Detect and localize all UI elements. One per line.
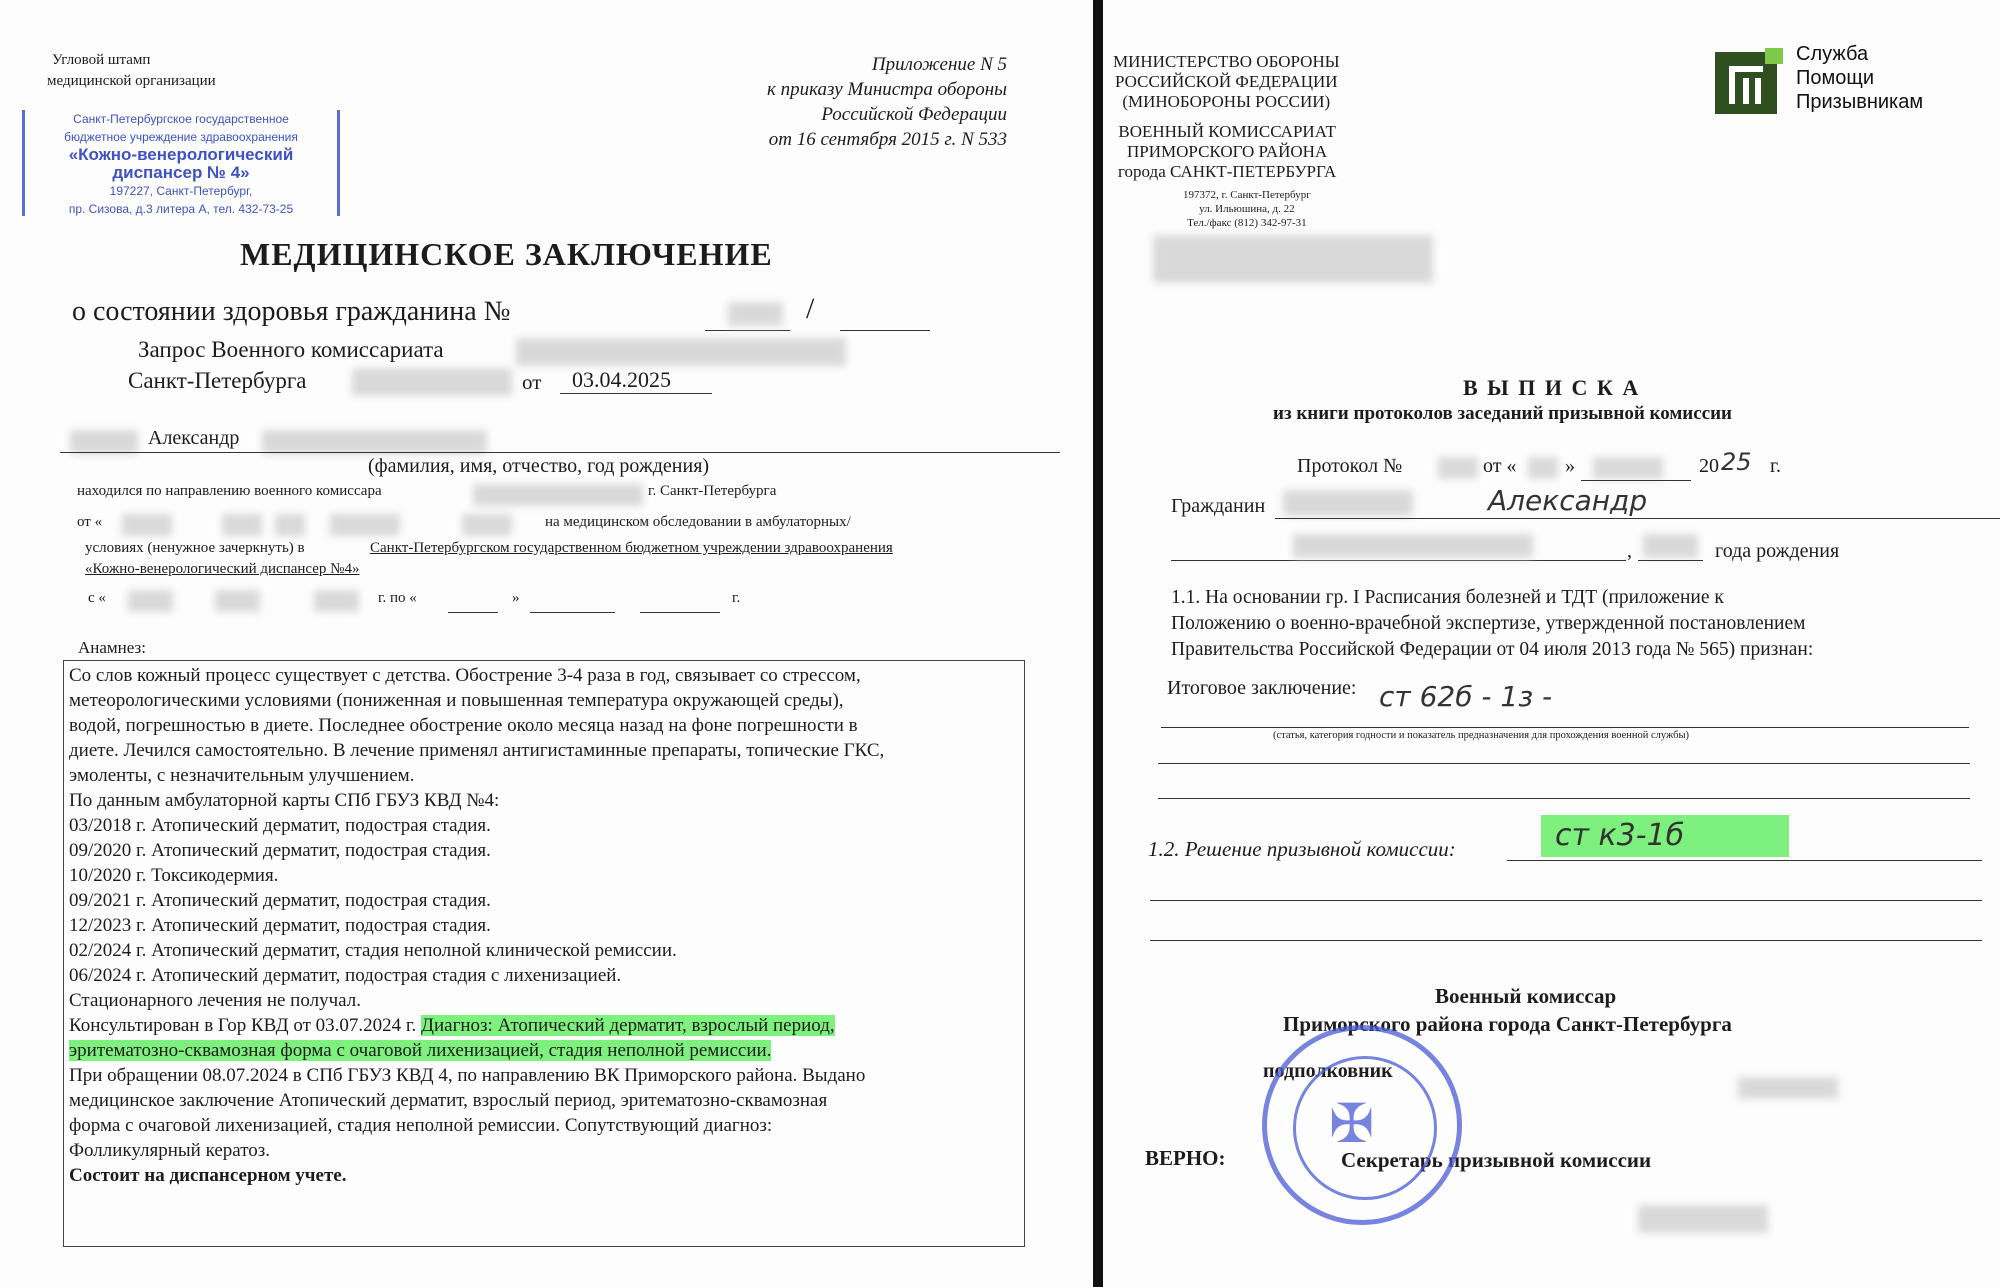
protocol-year-suffix: г. (1770, 455, 1781, 477)
logo-text-line: Призывникам (1796, 91, 1924, 113)
anamnesis-line: 02/2024 г. Атопический дерматит, стадия неполной клинической ремиссии. (69, 940, 677, 961)
redacted-date (122, 514, 172, 536)
commissariat-line: ВОЕННЫЙ КОМИССАРИАТ (1118, 122, 1336, 141)
period-to-month (530, 612, 615, 613)
secretary-title: Секретарь призывной комиссии (1341, 1148, 1652, 1172)
corner-stamp-line2: медицинской организации (47, 73, 216, 89)
clause-line: Положению о военно-врачебной экспертизе, утвержденной постановлением (1171, 613, 1806, 634)
document-title: МЕДИЦИНСКОЕ ЗАКЛЮЧЕНИЕ (240, 236, 773, 272)
anamnesis-label: Анамнез: (78, 638, 146, 657)
commissar-district: Приморского района города Санкт-Петербурга (1283, 1012, 1732, 1036)
clause-line: 1.1. На основании гр. I Расписания болезней и ТДТ (приложение к (1171, 587, 1724, 608)
consultation-line (69, 1013, 1019, 1038)
verno-label: ВЕРНО: (1145, 1146, 1226, 1170)
stamp-line: «Кожно-венерологический (68, 145, 294, 164)
eagle-emblem-icon: ✠ (1329, 1094, 1375, 1154)
redacted-number (728, 302, 783, 326)
number-field-2 (840, 330, 930, 331)
request-date: 03.04.2025 (572, 367, 671, 392)
decision-hand: ст к3-1б (1555, 818, 1685, 853)
redacted-protocol-month (1593, 457, 1663, 479)
extract-title: В Ы П И С К А (1463, 375, 1641, 400)
stamp-line: диспансер № 4» (112, 163, 250, 182)
commission-extract-page (1103, 0, 2000, 1287)
anamnesis-line: При обращении 08.07.2024 в СПб ГБУЗ КВД 4, по направлению ВК Приморского района. Выдано (69, 1065, 866, 1086)
anamnesis-line: 10/2020 г. Токсикодермия. (69, 865, 279, 886)
redacted-period (128, 590, 173, 612)
commissar-rank: подполковник (1263, 1060, 1393, 1082)
order-ref-line: Приложение N 5 (871, 54, 1007, 75)
blank-line (1158, 798, 1970, 799)
redacted-protocol-day (1528, 457, 1558, 479)
redacted-secretary-name (1638, 1205, 1768, 1233)
ministry-line: МИНИСТЕРСТВО ОБОРОНЫ (1113, 52, 1340, 71)
protocol-year-hand: 25 (1721, 448, 1752, 476)
anamnesis-line: 12/2023 г. Атопический дерматит, подострая стадия. (69, 915, 491, 936)
official-seal (1262, 1025, 1462, 1225)
commissariat-line: города САНКТ-ПЕТЕРБУРГА (1118, 162, 1337, 181)
citizen-label: Гражданин (1171, 495, 1266, 517)
name-caption: (фамилия, имя, отчество, год рождения) (368, 455, 710, 477)
extract-subtitle: из книги протоколов заседаний призывной комиссии (1273, 403, 1732, 424)
birth-year-label: года рождения (1715, 540, 1840, 562)
period-quote: » (512, 590, 520, 606)
redacted-birth-year (1643, 534, 1698, 558)
diagnosis-highlight: Диагноз: Атопический дерматит, взрослый период, (421, 1015, 835, 1036)
order-ref-line: от 16 сентября 2015 г. N 533 (768, 129, 1007, 150)
protocol-quote: » (1565, 455, 1575, 477)
commissariat-header (1118, 122, 1336, 182)
birth-comma: , (1627, 540, 1632, 562)
redacted-commissar (473, 484, 643, 506)
final-caption: (статья, категория годности и показатель предназначения для прохождения военной службы) (1273, 730, 1690, 741)
protocol-month-line (1581, 480, 1691, 481)
conditions-text: условиях (ненужное зачеркнуть) в (85, 540, 305, 556)
number-slash: / (806, 292, 815, 325)
redacted-period (215, 590, 260, 612)
anamnesis-line: эмоленты, с незначительным улучшением. (69, 765, 415, 786)
redacted-citizen-surname (1283, 490, 1413, 516)
redacted-citizen-patronymic (1293, 534, 1533, 558)
blank-line (1150, 900, 1982, 901)
address-block (1183, 188, 1311, 230)
anamnesis-line: медицинское заключение Атопический дерматит, взрослый период, эритематозно-сквамозная (69, 1090, 828, 1111)
period-to: г. по « (378, 590, 417, 606)
ministry-line: РОССИЙСКОЙ ФЕДЕРАЦИИ (1114, 72, 1338, 91)
request-line2: Санкт-Петербурга (128, 368, 307, 393)
clause-1-1 (1171, 585, 1813, 663)
anamnesis-box (63, 660, 1025, 1247)
citizen-line (1275, 518, 2000, 519)
address-line: Тел./факс (812) 342-97-31 (1187, 217, 1307, 229)
clause-line: Правительства Российской Федерации от 04 июля 2013 года № 565) признан: (1171, 639, 1814, 660)
redacted-date (275, 514, 305, 536)
period-to-day (448, 612, 498, 613)
logo-text-line: Служба (1796, 43, 1869, 65)
anamnesis-line: водой, погрешностью в диете. Последнее обострение около месяца назад на фоне погрешности в (69, 715, 858, 736)
logo-text (1796, 42, 1923, 114)
anamnesis-line: 03/2018 г. Атопический дерматит, подострая стадия. (69, 815, 491, 836)
anamnesis-line: 06/2024 г. Атопический дерматит, подострая стадия с лихенизацией. (69, 965, 622, 986)
address-line: 197372, г. Санкт-Петербург (1183, 189, 1311, 201)
anamnesis-line: метеорологическими условиями (пониженная и повышенная температура окружающей среды), (69, 690, 844, 711)
redacted-protocol (1438, 457, 1478, 479)
clinic-stamp (22, 110, 340, 216)
patient-name-line (60, 452, 1060, 453)
anamnesis-line: Стационарного лечения не получал. (69, 990, 361, 1011)
period-end: г. (732, 590, 741, 606)
protocol-label: Протокол № (1297, 455, 1403, 477)
diagnosis-line (69, 1038, 1019, 1063)
stamp-line: 197227, Санкт-Петербург, (109, 184, 253, 198)
institution-line2: «Кожно-венерологический диспансер №4» (85, 561, 360, 577)
logo-text-line: Помощи (1796, 67, 1874, 89)
decision-line (1507, 860, 1982, 861)
redacted-date (462, 514, 512, 536)
final-conclusion-hand: ст 62б - 1з - (1379, 680, 1553, 713)
citizen-name-hand: Александр (1488, 484, 1648, 517)
blank-line (1158, 763, 1970, 764)
commissariat-line: ПРИМОРСКОГО РАЙОНА (1127, 142, 1328, 161)
decision-label: 1.2. Решение призывной комиссии: (1148, 837, 1456, 861)
request-from-label: от (522, 370, 542, 394)
anamnesis-line: 09/2020 г. Атопический дерматит, подострая стадия. (69, 840, 491, 861)
diagnosis-highlight: эритематозно-сквамозная форма с очаговой лихенизацией, стадия неполной ремиссии. (69, 1040, 772, 1061)
redacted-request-2 (352, 368, 512, 396)
address-line: ул. Ильюшина, д. 22 (1199, 203, 1295, 215)
request-line1: Запрос Военного комиссариата (138, 337, 444, 362)
logo-icon (1715, 48, 1785, 114)
anamnesis-line: Со слов кожный процесс существует с детства. Обострение 3-4 раза в год, связывает со стрессом, (69, 665, 861, 686)
redacted-commissar-name (1738, 1077, 1838, 1099)
anamnesis-line: Фолликулярный кератоз. (69, 1140, 271, 1161)
redacted-surname (70, 430, 138, 454)
anamnesis-line: форма с очаговой лихенизацией, стадия неполной ремиссии. Сопутствующий диагноз: (69, 1115, 773, 1136)
exam-from: от « (77, 514, 103, 530)
stamp-line: бюджетное учреждение здравоохранения (64, 130, 298, 144)
institution-line1: Санкт-Петербургском государственном бюджетном учреждении здравоохранения (370, 540, 893, 556)
redacted-request (516, 338, 846, 366)
anamnesis-line: 09/2021 г. Атопический дерматит, подострая стадия. (69, 890, 491, 911)
protocol-from: от « (1483, 455, 1517, 477)
order-ref-line: к приказу Министра обороны (766, 79, 1007, 100)
redacted-period (314, 590, 359, 612)
ministry-line: (МИНОБОРОНЫ РОССИИ) (1122, 92, 1331, 111)
final-conclusion-label: Итоговое заключение: (1167, 677, 1357, 699)
exam-text: на медицинском обследовании в амбулаторных/ (545, 514, 851, 530)
stamp-line: Санкт-Петербургское государственное (73, 112, 289, 126)
request-date-line (560, 393, 712, 394)
commissar-title: Военный комиссар (1435, 984, 1617, 1008)
citizen-line-2 (1171, 560, 1626, 561)
referral-text: находился по направлению военного комиссара (77, 483, 382, 499)
anamnesis-line: По данным амбулаторной карты СПб ГБУЗ КВД №4: (69, 790, 500, 811)
number-field (705, 330, 790, 331)
consultation-prefix: Консультирован в Гор КВД от 03.07.2024 г. (69, 1015, 422, 1036)
ministry-header (1113, 52, 1340, 112)
referral-city: г. Санкт-Петербурга (648, 483, 777, 499)
blank-line (1150, 940, 1982, 941)
stamp-line: пр. Сизова, д.3 литера А, тел. 432-73-25 (68, 202, 294, 216)
corner-stamp-line1: Угловой штамп (52, 52, 151, 68)
document-subtitle: о состоянии здоровья гражданина № (72, 296, 511, 327)
page-divider (1093, 0, 1103, 1287)
redacted-patronymic (262, 430, 487, 454)
period-to-year (640, 612, 720, 613)
order-ref-line: Российской Федерации (821, 104, 1007, 125)
redacted-date (222, 514, 262, 536)
birth-year-line (1638, 560, 1703, 561)
redacted-outgoing-number (1153, 235, 1433, 283)
patient-name: Александр (148, 427, 240, 449)
anamnesis-line: диете. Лечился самостоятельно. В лечение применял антигистаминные препараты, топические ГКС, (69, 740, 885, 761)
final-line (1161, 727, 1969, 728)
period-from: с « (88, 590, 106, 606)
dispensary-note: Состоит на диспансерном учете. (69, 1165, 347, 1186)
redacted-date (330, 514, 400, 536)
protocol-year-prefix: 20 (1699, 455, 1719, 477)
order-reference (767, 52, 1007, 152)
